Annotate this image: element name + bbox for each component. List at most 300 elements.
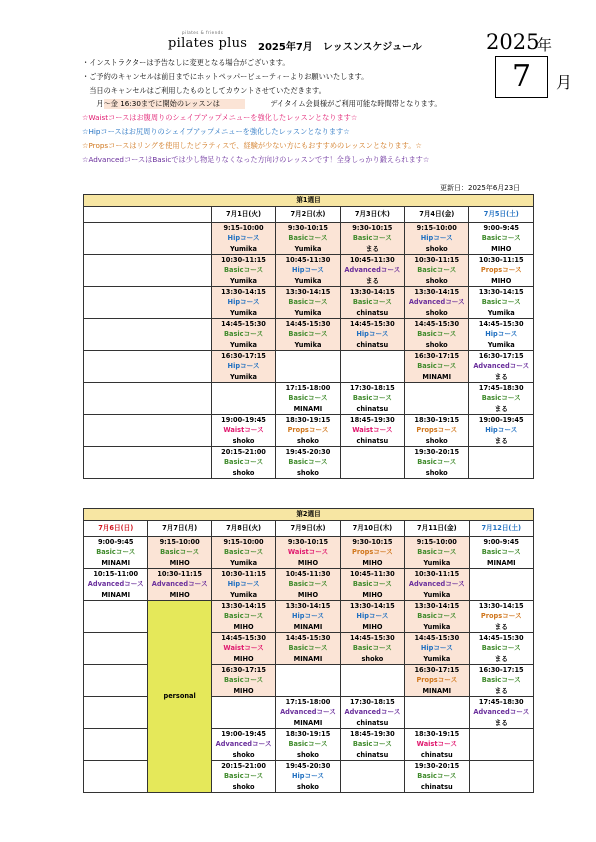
lesson-slot[interactable]: [276, 601, 340, 633]
lesson-course: Advancedコース: [344, 266, 401, 275]
year-number: 2025: [486, 30, 540, 54]
lesson-time: 17:15-18:00: [285, 698, 331, 707]
lesson-time: 9:30-10:15: [352, 224, 393, 233]
lesson-course: Basicコース: [288, 234, 328, 243]
day-header: 7月2日(水): [276, 207, 340, 223]
note-line: 月～金 16:30までに開始のレッスンは デイタイム会員様がご利用可能な時間帯となります。: [82, 99, 442, 108]
note-line: 当日のキャンセルはご利用したものとしてカウントさせていただきます。: [82, 86, 326, 95]
lesson-instructor: Yumika: [423, 558, 451, 567]
lesson-slot[interactable]: [340, 601, 404, 633]
lesson-time: 14:45-15:30: [349, 320, 395, 329]
lesson-time: 10:30-11:15: [221, 256, 266, 265]
lesson-slot[interactable]: [276, 447, 340, 479]
lesson-instructor: Yumika: [230, 558, 258, 567]
lesson-instructor: chinatsu: [356, 750, 389, 759]
lesson-slot[interactable]: [211, 633, 275, 665]
lesson-course: Basicコース: [288, 580, 328, 589]
lesson-time: 9:15-10:00: [223, 538, 264, 547]
lesson-course: Basicコース: [417, 772, 457, 781]
empty-slot: [84, 223, 212, 255]
empty-slot: [340, 447, 404, 479]
lesson-course: Propsコース: [480, 266, 522, 275]
empty-slot: [211, 383, 275, 415]
lesson-course: Basicコース: [417, 362, 457, 371]
lesson-instructor: Yumika: [294, 308, 322, 317]
lesson-instructor: shoko: [296, 468, 319, 477]
lesson-slot[interactable]: [211, 761, 275, 793]
lesson-instructor: MIHO: [297, 590, 319, 599]
empty-slot: [276, 351, 340, 383]
lesson-time: 9:15-10:00: [159, 538, 200, 547]
lesson-time: 14:45-15:30: [350, 634, 395, 643]
lesson-course: Basicコース: [160, 548, 200, 557]
lesson-course: Basicコース: [288, 298, 328, 307]
lesson-course: Basicコース: [288, 330, 328, 339]
lesson-instructor: Yumika: [487, 340, 515, 349]
lesson-time: 19:00-19:45: [221, 416, 266, 425]
lesson-slot[interactable]: [148, 569, 211, 601]
lesson-slot[interactable]: [340, 319, 404, 351]
lesson-course: Basicコース: [481, 644, 521, 653]
day-header: 7月7日(月): [148, 521, 211, 537]
lesson-time: 13:30-14:15: [350, 602, 395, 611]
lesson-course: Basicコース: [224, 772, 264, 781]
lesson-course: Waistコース: [352, 426, 393, 435]
lesson-course: Basicコース: [288, 644, 328, 653]
lesson-instructor: shoko: [425, 276, 448, 285]
empty-slot: [84, 319, 212, 351]
lesson-slot[interactable]: [340, 383, 404, 415]
lesson-course: Waistコース: [223, 426, 264, 435]
lesson-slot[interactable]: [469, 223, 534, 255]
empty-slot: [84, 633, 148, 665]
lesson-instructor: MIHO: [169, 558, 190, 567]
lesson-slot[interactable]: [405, 537, 469, 569]
lesson-time: 18:45-19:30: [349, 416, 395, 425]
lesson-slot[interactable]: [276, 697, 340, 729]
lesson-slot[interactable]: [211, 729, 275, 761]
lesson-time: 14:45-15:30: [221, 634, 266, 643]
lesson-time: 10:45-11:30: [285, 256, 331, 265]
lesson-slot[interactable]: [405, 319, 469, 351]
lesson-instructor: shoko: [232, 436, 255, 445]
lesson-time: 10:45-11:30: [349, 256, 395, 265]
lesson-slot[interactable]: [340, 697, 404, 729]
lesson-course: Basicコース: [417, 330, 457, 339]
personal-block: personal: [148, 601, 211, 793]
lesson-slot[interactable]: [276, 223, 340, 255]
empty-slot: [469, 447, 534, 479]
lesson-course: Basicコース: [417, 548, 457, 557]
lesson-instructor: chinatsu: [420, 750, 453, 759]
lesson-instructor: Yumika: [230, 372, 258, 381]
lesson-time: 9:00-9:45: [483, 224, 519, 233]
lesson-slot[interactable]: [148, 537, 211, 569]
empty-slot: [340, 665, 404, 697]
lesson-time: 14:45-15:30: [221, 320, 266, 329]
empty-slot: [84, 351, 212, 383]
note-line: ☆Propsコースはリングを使用したピラティスで、経験が少ない方にもおすすめのレッスンとなります。☆: [82, 141, 422, 150]
lesson-course: Basicコース: [481, 548, 521, 557]
lesson-course: Hipコース: [227, 234, 260, 243]
lesson-slot[interactable]: [84, 569, 148, 601]
lesson-slot[interactable]: [340, 633, 404, 665]
lesson-instructor: まる: [494, 372, 508, 381]
week-header: 第1週目: [84, 195, 534, 207]
lesson-instructor: shoko: [425, 244, 448, 253]
lesson-slot[interactable]: [211, 319, 275, 351]
lesson-instructor: Yumika: [230, 244, 258, 253]
lesson-course: Propsコース: [416, 676, 458, 685]
lesson-instructor: MIHO: [297, 558, 319, 567]
lesson-time: 19:30-20:15: [414, 448, 460, 457]
lesson-course: Basicコース: [417, 266, 457, 275]
lesson-slot[interactable]: [469, 351, 534, 383]
lesson-instructor: MIHO: [233, 654, 254, 663]
lesson-course: Advancedコース: [473, 708, 530, 717]
lesson-time: 18:45-19:30: [350, 730, 395, 739]
lesson-time: 13:30-14:15: [349, 288, 395, 297]
lesson-time: 14:45-15:30: [478, 634, 524, 643]
lesson-slot[interactable]: [469, 255, 534, 287]
lesson-slot[interactable]: [340, 255, 404, 287]
lesson-instructor: Yumika: [230, 590, 258, 599]
day-header: [84, 207, 212, 223]
lesson-time: 10:30-11:15: [221, 570, 266, 579]
lesson-instructor: chinatsu: [356, 308, 389, 317]
lesson-instructor: Yumika: [423, 654, 451, 663]
day-header: 7月9日(水): [276, 521, 340, 537]
lesson-instructor: MINAMI: [101, 558, 131, 567]
lesson-instructor: MIHO: [169, 590, 190, 599]
lesson-slot[interactable]: [276, 729, 340, 761]
lesson-slot[interactable]: [211, 601, 275, 633]
note-line: ・ご予約のキャンセルは前日までにホットペッパービューティーよりお願いいたします。: [82, 72, 369, 81]
lesson-slot[interactable]: [276, 633, 340, 665]
lesson-instructor: まる: [494, 404, 508, 413]
lesson-time: 14:45-15:30: [478, 320, 524, 329]
lesson-course: Propsコース: [480, 612, 522, 621]
lesson-slot[interactable]: [469, 319, 534, 351]
lesson-time: 16:30-17:15: [414, 352, 460, 361]
lesson-instructor: MINAMI: [422, 372, 452, 381]
lesson-slot[interactable]: [211, 447, 275, 479]
empty-slot: [469, 569, 533, 601]
lesson-time: 13:30-14:15: [221, 288, 266, 297]
lesson-time: 10:15-11:00: [93, 570, 139, 579]
lesson-slot[interactable]: [405, 729, 469, 761]
lesson-slot[interactable]: [211, 665, 275, 697]
lesson-course: Propsコース: [352, 548, 393, 557]
lesson-course: Advancedコース: [215, 740, 272, 749]
lesson-instructor: chinatsu: [356, 404, 389, 413]
lesson-instructor: MIHO: [362, 590, 383, 599]
lesson-course: Basicコース: [417, 612, 457, 621]
lesson-instructor: Yumika: [294, 340, 322, 349]
lesson-course: Basicコース: [288, 740, 328, 749]
lesson-slot[interactable]: [340, 537, 404, 569]
lesson-time: 20:15-21:00: [221, 448, 266, 457]
lesson-slot[interactable]: [340, 729, 404, 761]
lesson-time: 9:00-9:45: [483, 538, 520, 547]
lesson-instructor: Yumika: [230, 308, 258, 317]
lesson-course: Hipコース: [227, 362, 260, 371]
lesson-instructor: まる: [494, 622, 508, 631]
lesson-course: Basicコース: [352, 740, 392, 749]
lesson-course: Hipコース: [485, 330, 518, 339]
lesson-slot[interactable]: [469, 383, 534, 415]
lesson-slot[interactable]: [276, 319, 340, 351]
lesson-slot[interactable]: [211, 537, 275, 569]
empty-slot: [469, 761, 533, 793]
lesson-instructor: MINAMI: [101, 590, 131, 599]
note-line: ・インストラクターは予告なしに変更となる場合がございます。: [82, 58, 290, 67]
lesson-instructor: MINAMI: [293, 404, 323, 413]
lesson-time: 9:30-10:15: [287, 538, 329, 547]
lesson-course: Basicコース: [224, 676, 264, 685]
lesson-slot[interactable]: [469, 697, 533, 729]
lesson-slot[interactable]: [340, 569, 404, 601]
lesson-course: Advancedコース: [280, 708, 336, 717]
lesson-instructor: shoko: [296, 436, 319, 445]
lesson-time: 19:00-19:45: [221, 730, 266, 739]
lesson-course: Hipコース: [356, 330, 389, 339]
lesson-slot[interactable]: [340, 415, 404, 447]
day-header: 7月11日(金): [405, 521, 469, 537]
updated-date: 更新日：2025年6月23日: [440, 184, 521, 192]
lesson-time: 13:30-14:15: [285, 602, 331, 611]
empty-slot: [84, 383, 212, 415]
lesson-slot[interactable]: [276, 255, 340, 287]
brand-tagline: pilates & friends: [182, 30, 224, 35]
month-label: 月: [556, 73, 573, 92]
lesson-time: 14:45-15:30: [414, 320, 460, 329]
lesson-slot[interactable]: [405, 761, 469, 793]
lesson-instructor: まる: [365, 276, 379, 285]
empty-slot: [340, 761, 404, 793]
day-header: 7月10日(木): [340, 521, 404, 537]
lesson-course: Advancedコース: [151, 580, 208, 589]
empty-slot: [276, 665, 340, 697]
lesson-course: Advancedコース: [87, 580, 144, 589]
lesson-course: Waistコース: [416, 740, 457, 749]
lesson-instructor: まる: [494, 718, 508, 727]
lesson-course: Basicコース: [481, 676, 521, 685]
lesson-instructor: Yumika: [230, 340, 258, 349]
lesson-instructor: shoko: [425, 308, 448, 317]
lesson-instructor: MIHO: [362, 558, 383, 567]
lesson-time: 14:45-15:30: [285, 320, 331, 329]
lesson-instructor: MINAMI: [422, 686, 452, 695]
lesson-slot[interactable]: [405, 633, 469, 665]
lesson-instructor: chinatsu: [420, 782, 453, 791]
lesson-course: Basicコース: [481, 298, 521, 307]
lesson-slot[interactable]: [276, 415, 340, 447]
lesson-time: 18:30-19:15: [285, 416, 331, 425]
lesson-slot[interactable]: [469, 415, 534, 447]
lesson-slot[interactable]: [405, 569, 469, 601]
week1-table: [83, 194, 534, 479]
lesson-course: Waistコース: [223, 644, 264, 653]
lesson-instructor: shoko: [232, 468, 255, 477]
lesson-time: 20:15-21:00: [221, 762, 266, 771]
note-line: ☆Waistコースはお腹周りのシェイプアップメニューを強化したレッスンとなります☆: [82, 113, 358, 122]
lesson-time: 13:30-14:15: [285, 288, 331, 297]
lesson-slot[interactable]: [340, 287, 404, 319]
lesson-time: 16:30-17:15: [414, 666, 460, 675]
lesson-time: 14:45-15:30: [414, 634, 460, 643]
lesson-instructor: chinatsu: [356, 340, 389, 349]
empty-slot: [340, 351, 404, 383]
lesson-instructor: shoko: [297, 782, 319, 791]
lesson-course: Basicコース: [352, 644, 392, 653]
lesson-course: Basicコース: [224, 266, 264, 275]
lesson-instructor: MIHO: [233, 686, 254, 695]
lesson-instructor: Yumika: [423, 622, 451, 631]
day-header: 7月6日(日): [84, 521, 148, 537]
lesson-instructor: Yumika: [294, 276, 322, 285]
lesson-instructor: MINAMI: [293, 622, 323, 631]
lesson-instructor: chinatsu: [356, 436, 389, 445]
lesson-slot[interactable]: [211, 223, 275, 255]
lesson-slot[interactable]: [276, 761, 340, 793]
lesson-slot[interactable]: [211, 415, 275, 447]
lesson-course: Propsコース: [287, 426, 329, 435]
lesson-course: Basicコース: [481, 234, 521, 243]
lesson-time: 10:30-11:15: [414, 570, 460, 579]
lesson-course: Waistコース: [287, 548, 329, 557]
lesson-course: Advancedコース: [408, 580, 465, 589]
lesson-slot[interactable]: [211, 351, 275, 383]
lesson-time: 18:30-19:15: [414, 416, 460, 425]
lesson-time: 17:15-18:00: [285, 384, 331, 393]
day-header: 7月5日(土): [469, 207, 534, 223]
lesson-instructor: まる: [494, 654, 508, 663]
lesson-time: 10:45-11:30: [350, 570, 395, 579]
page-title: 2025年7月 レッスンスケジュール: [258, 42, 422, 53]
lesson-course: Basicコース: [224, 330, 264, 339]
day-header: 7月12日(土): [469, 521, 533, 537]
lesson-slot[interactable]: [211, 255, 275, 287]
lesson-slot[interactable]: [469, 537, 533, 569]
lesson-slot[interactable]: [405, 601, 469, 633]
lesson-slot[interactable]: [405, 415, 469, 447]
lesson-course: Hipコース: [485, 426, 518, 435]
lesson-instructor: MIHO: [233, 622, 254, 631]
lesson-slot[interactable]: [405, 447, 469, 479]
lesson-time: 16:30-17:15: [221, 666, 266, 675]
year-label: 年: [537, 36, 553, 54]
week-header: 第2週目: [84, 509, 534, 521]
lesson-slot[interactable]: [211, 287, 275, 319]
lesson-course: Advancedコース: [344, 708, 401, 717]
lesson-instructor: MINAMI: [486, 558, 516, 567]
lesson-instructor: chinatsu: [356, 718, 389, 727]
lesson-slot[interactable]: [469, 601, 533, 633]
lesson-time: 9:30-10:15: [352, 538, 393, 547]
lesson-slot[interactable]: [340, 223, 404, 255]
lesson-course: Hipコース: [292, 772, 324, 781]
lesson-instructor: MIHO: [491, 244, 512, 253]
lesson-time: 14:45-15:30: [285, 634, 331, 643]
lesson-instructor: MINAMI: [293, 718, 323, 727]
empty-slot: [84, 697, 148, 729]
lesson-slot[interactable]: [469, 665, 533, 697]
empty-slot: [84, 287, 212, 319]
lesson-course: Basicコース: [224, 612, 264, 621]
empty-slot: [211, 697, 275, 729]
lesson-course: Hipコース: [420, 644, 453, 653]
lesson-time: 10:30-11:15: [478, 256, 524, 265]
lesson-course: Basicコース: [417, 458, 457, 467]
lesson-instructor: shoko: [425, 468, 448, 477]
lesson-time: 13:30-14:15: [414, 288, 460, 297]
lesson-slot[interactable]: [405, 665, 469, 697]
lesson-slot[interactable]: [211, 569, 275, 601]
lesson-slot[interactable]: [469, 287, 534, 319]
lesson-slot[interactable]: [405, 287, 469, 319]
lesson-time: 19:30-20:15: [414, 762, 460, 771]
lesson-slot[interactable]: [469, 633, 533, 665]
lesson-slot[interactable]: [84, 537, 148, 569]
lesson-slot[interactable]: [276, 287, 340, 319]
lesson-instructor: まる: [494, 686, 508, 695]
lesson-time: 10:30-11:15: [414, 256, 460, 265]
lesson-slot[interactable]: [276, 569, 340, 601]
lesson-course: Basicコース: [352, 580, 392, 589]
lesson-time: 9:00-9:45: [97, 538, 134, 547]
lesson-instructor: まる: [494, 436, 508, 445]
lesson-course: Hipコース: [227, 298, 260, 307]
day-header: 7月3日(木): [340, 207, 404, 223]
lesson-time: 9:15-10:00: [416, 224, 457, 233]
lesson-slot[interactable]: [405, 223, 469, 255]
lesson-time: 19:00-19:45: [478, 416, 524, 425]
lesson-time: 19:45-20:30: [285, 762, 331, 771]
lesson-course: Basicコース: [288, 458, 328, 467]
lesson-time: 17:30-18:15: [350, 698, 395, 707]
lesson-course: Hipコース: [292, 612, 324, 621]
lesson-instructor: Yumika: [294, 244, 322, 253]
lesson-slot[interactable]: [276, 537, 340, 569]
lesson-time: 16:30-17:15: [221, 352, 266, 361]
empty-slot: [84, 665, 148, 697]
day-header: 7月4日(金): [405, 207, 469, 223]
lesson-time: 16:30-17:15: [478, 352, 524, 361]
lesson-course: Hipコース: [291, 266, 324, 275]
lesson-instructor: まる: [365, 244, 379, 253]
lesson-course: Basicコース: [96, 548, 136, 557]
lesson-course: Basicコース: [352, 234, 392, 243]
lesson-instructor: shoko: [361, 654, 384, 663]
lesson-slot[interactable]: [276, 383, 340, 415]
lesson-slot[interactable]: [405, 255, 469, 287]
lesson-course: Basicコース: [352, 298, 392, 307]
lesson-instructor: MIHO: [362, 622, 383, 631]
lesson-instructor: MINAMI: [293, 654, 323, 663]
lesson-slot[interactable]: [405, 351, 469, 383]
lesson-instructor: shoko: [297, 750, 319, 759]
lesson-time: 13:30-14:15: [478, 288, 524, 297]
lesson-instructor: shoko: [425, 340, 448, 349]
lesson-instructor: MIHO: [491, 276, 512, 285]
lesson-time: 13:30-14:15: [414, 602, 460, 611]
lesson-course: Basicコース: [352, 394, 392, 403]
lesson-course: Hipコース: [227, 580, 260, 589]
lesson-course: Basicコース: [224, 548, 264, 557]
lesson-instructor: Yumika: [423, 590, 451, 599]
lesson-course: Hipコース: [356, 612, 389, 621]
